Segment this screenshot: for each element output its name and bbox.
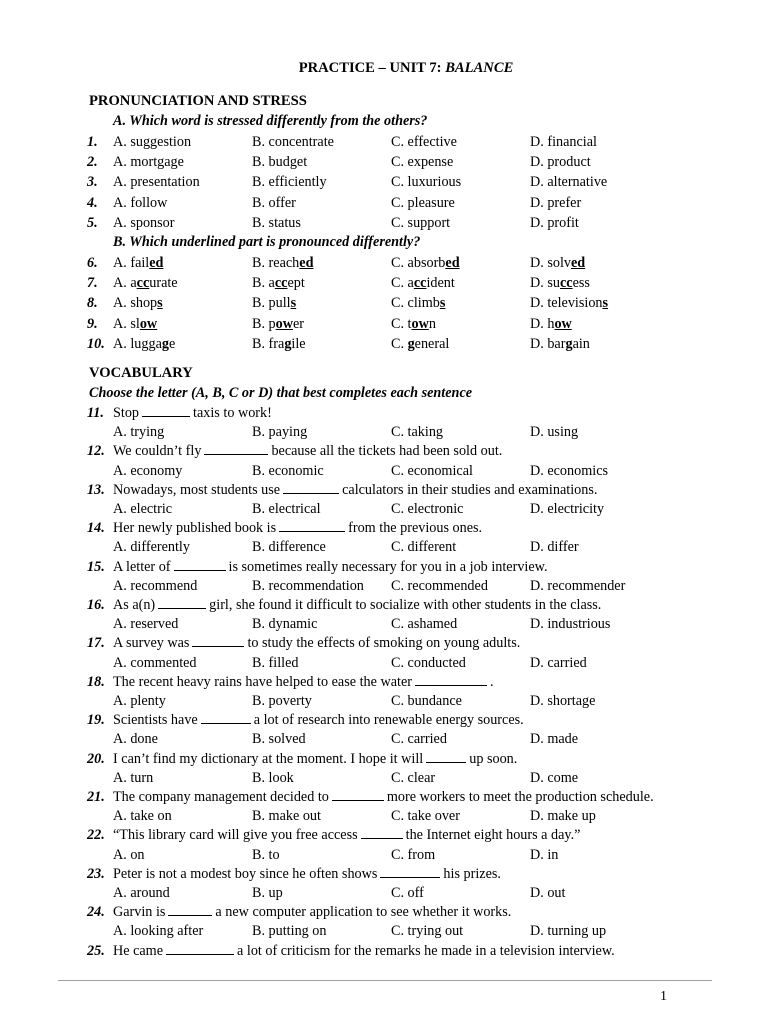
question-row [0, 825, 768, 845]
option-text: B. a [252, 275, 275, 292]
question-row [0, 172, 768, 192]
option-text: D. su [530, 275, 560, 292]
options-row [0, 499, 768, 519]
answer-option: B. economic [252, 462, 324, 479]
question-stem: Garvin is [113, 904, 166, 921]
question-text [113, 941, 615, 961]
question-row [0, 273, 768, 293]
question-number: 18. [87, 673, 105, 690]
answer-option: C. different [391, 539, 457, 556]
options-row [0, 422, 768, 442]
option-text: n [428, 315, 436, 332]
underlined-part: s [602, 295, 609, 312]
answer-option: D. alternative [530, 174, 608, 191]
underlined-part: ed [571, 255, 586, 271]
question-row [0, 293, 768, 313]
title-text: PRACTICE – UNIT 7: [298, 60, 446, 76]
question-stem: As a(n) [113, 597, 156, 613]
question-row [0, 557, 768, 577]
question-stem-end: . [489, 673, 494, 690]
underlined-part: cc [274, 275, 288, 292]
answer-option [113, 314, 157, 334]
question-stem-end: from the previous ones. [348, 520, 483, 537]
answer-option: A. on [113, 846, 145, 863]
answer-option [113, 273, 178, 293]
answer-option: D. out [530, 885, 566, 901]
answer-option [391, 273, 455, 293]
answer-option: D. turning up [530, 923, 607, 940]
answer-option: A. reserved [113, 616, 179, 633]
options-row [0, 461, 768, 481]
option-text: B. fra [252, 335, 285, 352]
question-number: 4. [87, 194, 98, 211]
question-text [113, 518, 482, 538]
footer-divider [58, 980, 712, 981]
question-number: 21. [87, 789, 105, 805]
answer-option [530, 293, 608, 313]
question-number: 19. [87, 712, 105, 729]
answer-option: C. bundance [391, 693, 462, 709]
answer-option [252, 273, 305, 293]
answer-option: C. clear [391, 769, 436, 786]
answer-blank [204, 441, 268, 455]
question-text [113, 902, 511, 922]
question-stem-end: taxis to work! [193, 405, 272, 421]
question-row [0, 193, 768, 213]
answer-option: C. trying out [391, 923, 464, 940]
answer-option: A. trying [113, 424, 165, 441]
answer-option: A. commented [113, 654, 197, 671]
option-text: D. bar [530, 335, 566, 352]
answer-option: A. recommend [113, 577, 198, 594]
answer-option: B. up [252, 885, 283, 901]
question-row [0, 132, 768, 152]
answer-option [391, 334, 449, 354]
options-row [0, 576, 768, 596]
option-text: B. p [252, 315, 276, 332]
answer-option: A. follow [113, 194, 168, 211]
answer-option: C. off [391, 885, 424, 901]
answer-option: A. take on [113, 808, 172, 825]
answer-option: C. economical [391, 462, 473, 479]
question-number: 25. [87, 942, 105, 959]
options-row [0, 653, 768, 673]
question-number: 8. [87, 295, 98, 312]
page-number: 1 [660, 989, 667, 1004]
question-text [113, 595, 601, 615]
underlined-part: ow [275, 315, 293, 332]
options-row [0, 729, 768, 749]
question-stem: I can’t find my dictionary at the moment. I hope it will [113, 750, 424, 767]
answer-blank [332, 787, 384, 801]
question-text [113, 480, 597, 500]
question-number: 12. [87, 443, 105, 460]
options-row [0, 806, 768, 826]
question-number: 7. [87, 275, 98, 292]
question-row [0, 864, 768, 884]
answer-option: C. from [391, 846, 436, 863]
answer-option: D. industrious [530, 616, 611, 633]
question-stem-end: more workers to meet the production schedule. [386, 789, 654, 805]
answer-option [530, 334, 590, 354]
underlined-part: g [284, 335, 292, 352]
answer-option: D. make up [530, 808, 596, 825]
underlined-part: ow [139, 315, 158, 332]
answer-blank [192, 633, 244, 647]
question-number: 23. [87, 865, 105, 882]
answer-option [113, 253, 163, 273]
answer-option: B. filled [252, 654, 299, 671]
question-row [0, 710, 768, 730]
answer-option [530, 273, 590, 293]
options-row [0, 614, 768, 634]
answer-option: D. electricity [530, 501, 605, 517]
option-text: C. a [391, 275, 414, 292]
option-text: A. shop [113, 295, 158, 312]
answer-option: A. plenty [113, 693, 166, 709]
answer-option: D. profit [530, 214, 579, 231]
question-text [113, 825, 580, 845]
answer-option: D. economics [530, 462, 609, 479]
answer-option: C. taking [391, 424, 444, 441]
answer-blank [415, 672, 487, 686]
option-text: C. climb [391, 295, 440, 312]
answer-option: A. suggestion [113, 134, 192, 150]
question-stem: “This library card will give you free access [113, 827, 358, 844]
question-stem: Scientists have [113, 712, 198, 729]
answer-option: C. effective [391, 134, 457, 150]
question-text [113, 749, 517, 769]
option-text: ain [572, 335, 590, 352]
answer-option: B. dynamic [252, 616, 318, 633]
pronunciation-heading: PRONUNCIATION AND STRESS [89, 93, 307, 109]
answer-option [113, 334, 175, 354]
answer-option: D. product [530, 154, 591, 171]
option-text: ident [426, 275, 455, 292]
underlined-part: cc [136, 275, 150, 292]
answer-option [391, 293, 445, 313]
answer-option: C. carried [391, 731, 447, 748]
answer-option: B. difference [252, 539, 326, 556]
question-number: 15. [87, 558, 105, 575]
page-title [0, 60, 768, 77]
question-stem: A letter of [113, 558, 171, 575]
question-row [0, 595, 768, 615]
question-number: 2. [87, 154, 98, 171]
answer-option: D. financial [530, 134, 597, 150]
answer-option: D. prefer [530, 194, 582, 211]
question-number: 17. [87, 635, 105, 652]
question-stem: Her newly published book is [113, 520, 277, 537]
options-row [0, 768, 768, 788]
underlined-part: ow [411, 315, 429, 332]
option-text: eneral [414, 335, 450, 352]
underlined-part: g [161, 335, 169, 352]
answer-option: C. conducted [391, 654, 466, 671]
option-text: D. solv [530, 255, 571, 271]
question-number: 11. [87, 405, 104, 421]
answer-blank [361, 825, 403, 839]
question-stem: We couldn’t fly [113, 443, 202, 460]
question-row [0, 334, 768, 354]
answer-blank [168, 902, 212, 916]
vocabulary-heading: VOCABULARY [89, 365, 193, 381]
answer-option: C. recommended [391, 577, 488, 594]
answer-option [391, 253, 460, 273]
question-stem-end: his prizes. [443, 865, 501, 882]
option-text: B. pull [252, 295, 291, 312]
answer-option: C. take over [391, 808, 460, 825]
answer-option: B. make out [252, 808, 321, 825]
underlined-part: s [439, 295, 446, 312]
answer-option: B. electrical [252, 501, 321, 517]
options-row [0, 921, 768, 941]
underlined-part: s [157, 295, 163, 312]
answer-blank [283, 480, 339, 494]
underlined-part: g [407, 335, 415, 352]
question-stem-end: because all the tickets had been sold out. [271, 443, 503, 460]
answer-option: B. paying [252, 424, 308, 441]
question-stem: The company management decided to [113, 789, 329, 805]
answer-option: D. recommender [530, 577, 626, 594]
question-stem-end: up soon. [469, 750, 518, 767]
answer-option: B. concentrate [252, 134, 334, 150]
question-text [113, 557, 548, 577]
question-row [0, 672, 768, 692]
question-number: 14. [87, 520, 105, 537]
question-number: 3. [87, 174, 98, 191]
question-text [113, 710, 524, 730]
underlined-part: g [565, 335, 573, 352]
underlined-part: ed [149, 255, 164, 271]
answer-option [252, 293, 296, 313]
answer-blank [380, 864, 440, 878]
answer-blank [279, 518, 345, 532]
question-text [113, 864, 501, 884]
answer-option: B. solved [252, 731, 306, 748]
answer-option: D. in [530, 846, 559, 863]
question-number: 6. [87, 255, 98, 271]
answer-blank [174, 557, 226, 571]
answer-option: A. around [113, 885, 170, 901]
question-row [0, 633, 768, 653]
answer-option: C. ashamed [391, 616, 458, 633]
question-row [0, 518, 768, 538]
answer-option: C. electronic [391, 501, 464, 517]
answer-option: A. differently [113, 539, 190, 556]
option-text: D. television [530, 295, 603, 312]
answer-option: C. support [391, 214, 451, 231]
question-stem-end: a lot of research into renewable energy sources. [253, 712, 524, 729]
answer-option: D. made [530, 731, 579, 748]
question-row [0, 441, 768, 461]
option-text: A. a [113, 275, 137, 292]
question-number: 16. [87, 597, 105, 613]
question-text [113, 633, 520, 653]
underlined-part: ed [445, 255, 460, 271]
question-row [0, 749, 768, 769]
question-text [113, 441, 502, 461]
option-text: ile [291, 335, 306, 352]
question-row [0, 403, 768, 423]
answer-option [252, 253, 313, 273]
question-stem: Stop [113, 405, 140, 421]
title-unit-name: BALANCE [445, 60, 514, 76]
part-a-instruction: A. Which word is stressed differently from the others? [113, 113, 428, 129]
answer-option: B. recommendation [252, 577, 364, 594]
answer-option: A. looking after [113, 923, 204, 940]
answer-blank [426, 749, 466, 763]
option-text: D. h [530, 315, 555, 332]
question-row [0, 480, 768, 500]
underlined-part: cc [413, 275, 427, 292]
option-text: urate [149, 275, 178, 292]
option-text: ept [287, 275, 305, 292]
answer-option: A. presentation [113, 174, 200, 191]
answer-option: B. status [252, 214, 301, 231]
options-row [0, 691, 768, 711]
answer-option: B. putting on [252, 923, 327, 940]
answer-option: B. to [252, 846, 280, 863]
vocabulary-instruction: Choose the letter (A, B, C or D) that best completes each sentence [89, 385, 473, 401]
answer-option: A. turn [113, 769, 154, 786]
question-number: 24. [87, 904, 105, 921]
underlined-part: ow [554, 315, 572, 332]
answer-blank [158, 595, 206, 609]
question-number: 20. [87, 750, 105, 767]
answer-option: D. using [530, 424, 579, 441]
question-number: 5. [87, 214, 98, 231]
question-stem-end: to study the effects of smoking on young adults. [247, 635, 521, 652]
question-row [0, 941, 768, 961]
answer-option [252, 334, 306, 354]
answer-blank [142, 403, 190, 417]
question-number: 9. [87, 315, 98, 332]
answer-option: C. pleasure [391, 194, 455, 211]
question-stem: The recent heavy rains have helped to ease the water [113, 673, 412, 690]
option-text: B. reach [252, 255, 300, 271]
answer-option: A. done [113, 731, 158, 748]
underlined-part: s [290, 295, 297, 312]
option-text: er [293, 315, 305, 332]
answer-option [530, 314, 572, 334]
answer-option: D. differ [530, 539, 579, 556]
question-row [0, 902, 768, 922]
answer-option: C. luxurious [391, 174, 462, 191]
answer-option: A. sponsor [113, 214, 175, 231]
answer-option [391, 314, 436, 334]
question-stem-end: girl, she found it difficult to socialize with other students in the class. [209, 597, 602, 613]
answer-option [252, 314, 304, 334]
question-row [0, 314, 768, 334]
question-stem: Nowadays, most students use [113, 481, 281, 498]
answer-option: B. look [252, 769, 294, 786]
part-b-instruction: B. Which underlined part is pronounced differently? [113, 234, 421, 250]
answer-option: D. shortage [530, 693, 596, 709]
options-row [0, 537, 768, 557]
answer-option: B. poverty [252, 693, 312, 709]
question-row [0, 152, 768, 172]
answer-option: B. budget [252, 154, 308, 171]
question-number: 1. [87, 134, 98, 150]
question-number: 13. [87, 481, 105, 498]
option-text: A. fail [113, 255, 150, 271]
underlined-part: ed [299, 255, 314, 271]
question-stem: Peter is not a modest boy since he often shows [113, 865, 378, 882]
question-stem-end: is sometimes really necessary for you in a job interview. [228, 558, 548, 575]
question-stem-end: a new computer application to see whether it works. [215, 904, 512, 921]
answer-option: B. offer [252, 194, 296, 211]
question-text [113, 787, 654, 807]
question-row [0, 253, 768, 273]
question-text [113, 672, 494, 692]
question-stem: He came [113, 942, 164, 959]
answer-option: A. electric [113, 501, 173, 517]
option-text: ess [572, 275, 590, 292]
question-text [113, 403, 272, 423]
options-row [0, 883, 768, 903]
question-stem-end: the Internet eight hours a day.” [405, 827, 581, 844]
answer-option [530, 253, 585, 273]
option-text: A. lugga [113, 335, 162, 352]
option-text: C. t [391, 315, 412, 332]
answer-option: A. economy [113, 462, 183, 479]
options-row [0, 845, 768, 865]
question-stem-end: a lot of criticism for the remarks he made in a television interview. [237, 942, 615, 959]
answer-option: D. carried [530, 654, 587, 671]
question-row [0, 213, 768, 233]
answer-option: C. expense [391, 154, 454, 171]
underlined-part: cc [559, 275, 573, 292]
answer-option: A. mortgage [113, 154, 184, 171]
question-stem: A survey was [113, 635, 190, 652]
question-number: 10. [87, 335, 105, 352]
answer-option [113, 293, 163, 313]
question-row [0, 787, 768, 807]
option-text: C. [391, 335, 408, 352]
answer-option: B. efficiently [252, 174, 327, 191]
option-text: e [168, 335, 176, 352]
answer-option: D. come [530, 769, 579, 786]
option-text: C. absorb [391, 255, 446, 271]
option-text: A. sl [113, 315, 140, 332]
answer-blank [201, 710, 251, 724]
answer-blank [166, 941, 234, 955]
question-number: 22. [87, 827, 105, 844]
question-stem-end: calculators in their studies and examinations. [342, 481, 598, 498]
